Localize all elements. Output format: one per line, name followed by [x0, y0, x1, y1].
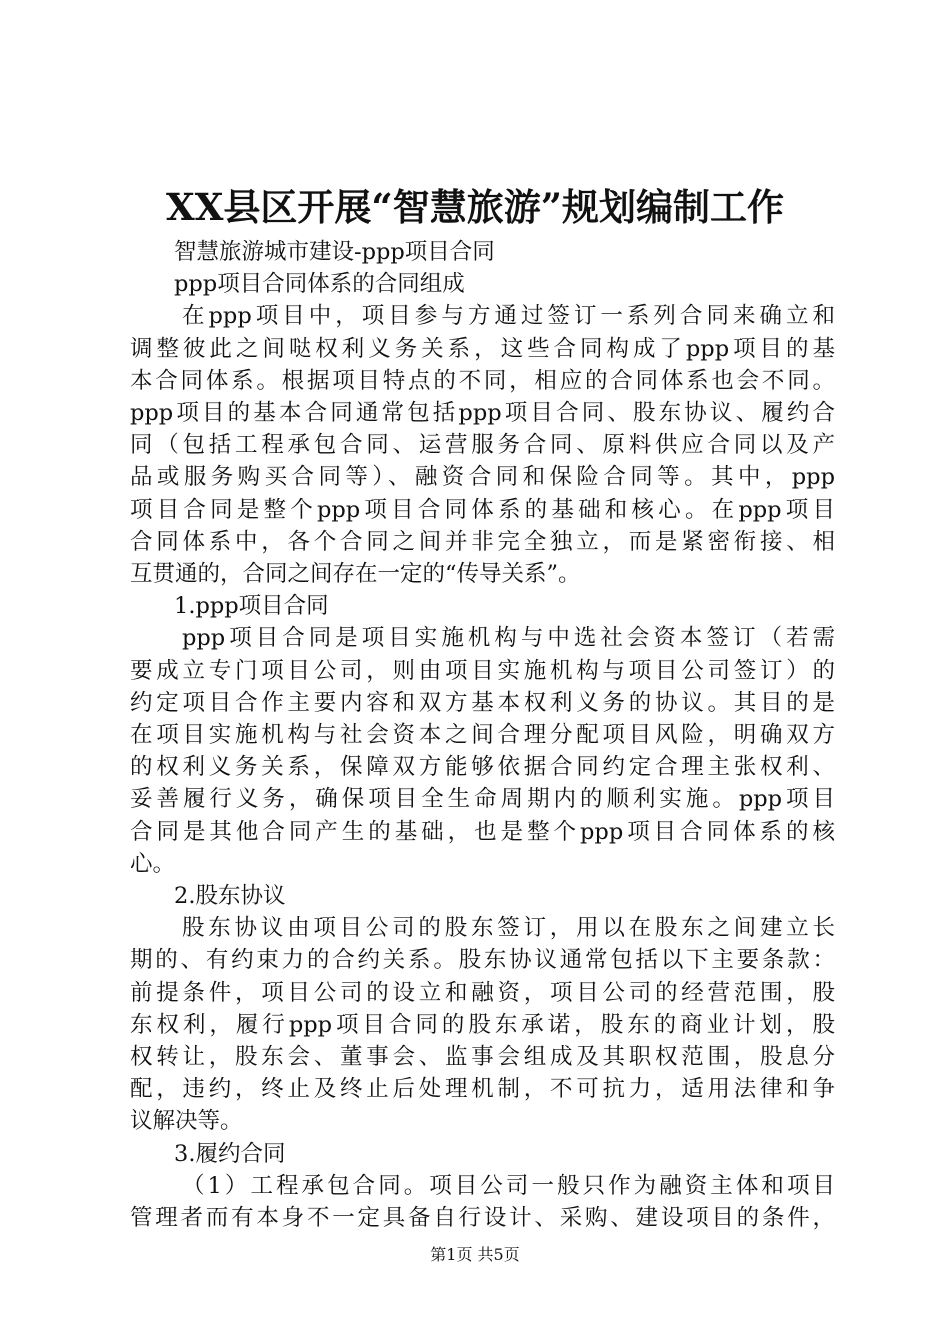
text-line: 心。	[130, 850, 176, 877]
text-line: 管理者而有本身不一定具备自行设计、采购、建设项目的条件，	[130, 1205, 835, 1232]
text-line: 合同是其他合同产生的基础，也是整个ppp项目合同体系的核	[130, 818, 835, 845]
text-line: 要成立专门项目公司，则由项目实施机构与项目公司签订）的	[130, 657, 835, 684]
text-line: 议解决等。	[130, 1108, 243, 1135]
page-footer: 第1页 共5页	[430, 1245, 520, 1264]
text-line: 妥善履行义务，确保项目全生命周期内的顺利实施。ppp项目	[130, 786, 835, 813]
document-body	[130, 236, 835, 1234]
text-line: 3.履约合同	[174, 1140, 286, 1167]
text-line: 2.股东协议	[174, 883, 286, 910]
text-line: ppp项目的基本合同通常包括ppp项目合同、股东协议、履约合	[130, 400, 835, 427]
text-line: 在ppp项目中，项目参与方通过签订一系列合同来确立和	[182, 303, 835, 330]
text-line: ppp项目合同体系的合同组成	[174, 271, 465, 298]
text-line: 期的、有约束力的合约关系。股东协议通常包括以下主要条款：	[130, 947, 835, 974]
text-line: 合同体系中，各个合同之间并非完全独立，而是紧密衔接、相	[130, 528, 835, 555]
text-line: 品或服务购买合同等）、融资合同和保险合同等。其中，ppp	[130, 464, 835, 491]
text-line: 权转让，股东会、董事会、监事会组成及其职权范围，股息分	[130, 1044, 835, 1071]
document-title: XX县区开展“智慧旅游”规划编制工作	[166, 185, 784, 229]
text-line: ppp项目合同是项目实施机构与中选社会资本签订（若需	[182, 625, 835, 652]
text-line: 同（包括工程承包合同、运营服务合同、原料供应合同以及产	[130, 432, 835, 459]
text-line: 互贯通的，合同之间存在一定的“传导关系”。	[130, 561, 581, 588]
text-line: 项目合同是整个ppp项目合同体系的基础和核心。在ppp项目	[130, 496, 835, 523]
text-line: 1.ppp项目合同	[174, 593, 329, 620]
text-line: 在项目实施机构与社会资本之间合理分配项目风险，明确双方	[130, 722, 835, 749]
text-line: 配，违约，终止及终止后处理机制，不可抗力，适用法律和争	[130, 1076, 835, 1103]
text-line: 调整彼此之间哒权利义务关系，这些合同构成了ppp项目的基	[130, 335, 835, 362]
text-line: 东权利，履行ppp项目合同的股东承诺，股东的商业计划，股	[130, 1011, 835, 1038]
text-line: 股东协议由项目公司的股东签订，用以在股东之间建立长	[182, 915, 835, 942]
text-line: （1）工程承包合同。项目公司一般只作为融资主体和项目	[182, 1172, 835, 1199]
text-line: 约定项目合作主要内容和双方基本权利义务的协议。其目的是	[130, 689, 835, 716]
text-line: 智慧旅游城市建设-ppp项目合同	[174, 239, 495, 265]
text-line: 的权利义务关系，保障双方能够依据合同约定合理主张权利、	[130, 754, 835, 781]
text-line: 前提条件，项目公司的设立和融资，项目公司的经营范围，股	[130, 979, 835, 1006]
text-line: 本合同体系。根据项目特点的不同，相应的合同体系也会不同。	[130, 367, 835, 394]
